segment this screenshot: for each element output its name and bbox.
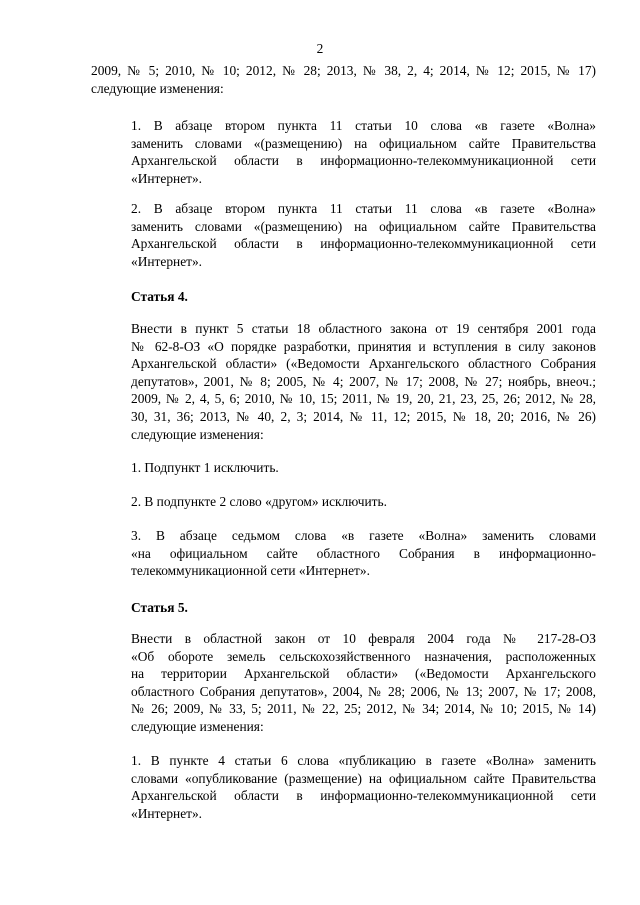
text-line: Архангельской области в информационно-телекоммуникационной сети: [131, 788, 596, 804]
text-line: 2. В подпункте 2 слово «другом» исключить.: [131, 494, 387, 509]
text-line: 2009, № 5; 2010, № 10; 2012, № 28; 2013, № 38, 2, 4; 2014, № 12; 2015, № 17): [91, 63, 596, 78]
heading-text: Статья 5.: [131, 600, 188, 615]
paragraph: [91, 459, 596, 477]
text-line: депутатов», 2001, № 8; 2005, № 4; 2007, № 17; 2008, № 27; ноябрь, внеоч.;: [131, 373, 596, 389]
text-line: на территории Архангельской области» («Ведомости Архангельского: [131, 666, 596, 682]
text-line: «Интернет».: [131, 253, 203, 269]
text-line: словами «опубликование (размещение) на официальном сайте Правительства: [131, 770, 596, 786]
paragraph: [91, 630, 596, 736]
paragraph: [91, 527, 596, 580]
article-heading: [91, 599, 596, 617]
paragraph: [91, 62, 596, 97]
paragraph: [91, 752, 596, 822]
text-line: Архангельской области в информационно-телекоммуникационной сети: [131, 236, 596, 252]
text-line: «Об обороте земель сельскохозяйственного назначения, расположенных: [131, 648, 596, 664]
paragraph: [91, 117, 596, 187]
text-line: Архангельской области в информационно-телекоммуникационной сети: [131, 153, 596, 169]
article-heading: [91, 288, 596, 306]
text-line: следующие изменения:: [131, 718, 264, 734]
text-line: 30, 31, 36; 2013, № 40, 2, 3; 2014, № 11, 12; 2015, № 18, 20; 2016, № 26): [131, 408, 596, 424]
text-line: 2009, № 2, 4, 5, 6; 2010, № 10, 15; 2011, № 19, 20, 21, 23, 25, 26; 2012, № 28,: [131, 391, 596, 407]
text-line: следующие изменения:: [131, 426, 264, 442]
text-line: 1. В абзаце втором пункта 11 статьи 10 слова «в газете «Волна»: [131, 118, 596, 133]
paragraph: [91, 320, 596, 443]
text-line: заменить словами «(размещению) на официальном сайте Правительства: [131, 135, 596, 151]
text-line: областного Собрания депутатов», 2004, № 28; 2006, № 13; 2007, № 17; 2008,: [131, 683, 596, 699]
text-line: 1. Подпункт 1 исключить.: [131, 460, 279, 475]
page-number: 2: [316, 41, 324, 56]
text-line: № 26; 2009, № 33, 5; 2011, № 22, 25; 2012, № 34; 2014, № 10; 2015, № 14): [131, 701, 596, 717]
text-line: Архангельской области» («Ведомости Архангельского областного Собрания: [131, 356, 596, 372]
text-line: следующие изменения:: [91, 80, 224, 96]
paragraph: [91, 200, 596, 270]
text-line: «Интернет».: [131, 170, 203, 186]
text-line: «Интернет».: [131, 805, 203, 821]
text-line: 3. В абзаце седьмом слова «в газете «Волна» заменить словами: [131, 528, 596, 543]
text-line: 1. В пункте 4 статьи 6 слова «публикацию в газете «Волна» заменить: [131, 753, 596, 768]
text-line: заменить словами «(размещению) на официальном сайте Правительства: [131, 218, 596, 234]
paragraph: [91, 493, 596, 511]
text-line: «на официальном сайте областного Собрания в информационно-: [131, 545, 596, 561]
text-line: Внести в пункт 5 статьи 18 областного закона от 19 сентября 2001 года: [131, 321, 596, 336]
text-line: № 62-8-ОЗ «О порядке разработки, принятия и вступления в силу законов: [131, 338, 596, 354]
text-line: 2. В абзаце втором пункта 11 статьи 11 слова «в газете «Волна»: [131, 201, 596, 216]
text-line: Внести в областной закон от 10 февраля 2004 года № 217-28-ОЗ: [131, 631, 596, 646]
text-line: телекоммуникационной сети «Интернет».: [131, 563, 370, 579]
heading-text: Статья 4.: [131, 289, 188, 304]
